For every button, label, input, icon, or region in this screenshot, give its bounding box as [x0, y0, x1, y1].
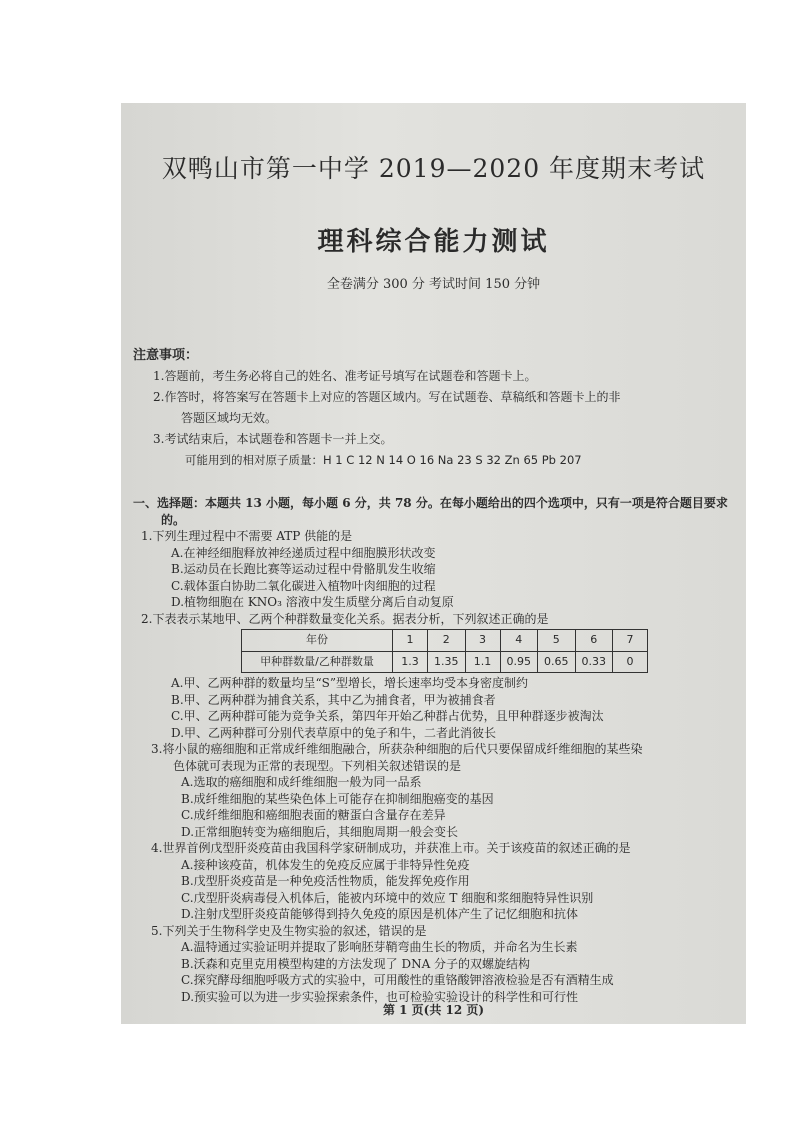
table-cell: 1.3 — [393, 651, 428, 673]
question-option: B.运动员在长跑比赛等运动过程中骨骼肌发生收缩 — [171, 562, 436, 576]
table-cell: 4 — [500, 630, 538, 652]
exam-subtitle: 全卷满分 300 分 考试时间 150 分钟 — [326, 277, 541, 292]
question-option: C.载体蛋白协助二氧化碳进入植物叶肉细胞的过程 — [171, 578, 436, 593]
notice-item: 答题区域均无效。 — [181, 411, 278, 425]
exam-paper — [121, 103, 746, 1024]
question-option: B.戊型肝炎疫苗是一种免疫活性物质，能发挥免疫作用 — [181, 874, 470, 888]
table-cell: 0 — [613, 651, 648, 673]
population-table — [241, 629, 648, 673]
question-option: C.戊型肝炎病毒侵入机体后，能被内环境中的效应 T 细胞和浆细胞特异性识别 — [181, 890, 594, 905]
table-cell: 6 — [575, 630, 613, 652]
notice-item: 1.答题前，考生务必将自己的姓名、准考证号填写在试题卷和答题卡上。 — [153, 369, 537, 383]
question-option: A.接种该疫苗，机体发生的免疫反应属于非特异性免疫 — [181, 857, 470, 872]
table-cell: 1.1 — [465, 651, 500, 673]
question-stem: 4.世界首例戊型肝炎疫苗由我国科学家研制成功，并获准上市。关于该疫苗的叙述正确的是 — [151, 841, 631, 855]
question-option: D.植物细胞在 KNO₃ 溶液中发生质壁分离后自动复原 — [171, 595, 454, 609]
question-option: B.沃森和克里克用模型构建的方法发现了 DNA 分子的双螺旋结构 — [181, 956, 531, 971]
notice-item: 2.作答时，将答案写在答题卡上对应的答题区域内。写在试题卷、草稿纸和答题卡上的非 — [153, 390, 621, 404]
question-option: A.甲、乙两种群的数量均呈“S”型增长，增长速率均受本身密度制约 — [171, 676, 528, 690]
exam-title: 双鸭山市第一中学 2019—2020 年度期末考试 — [161, 154, 706, 183]
question-stem-continued: 色体就可表现为正常的表现型。下列相关叙述错误的是 — [173, 758, 462, 773]
table-cell: 年份 — [242, 630, 393, 652]
atomic-masses: 可能用到的相对原子质量：H 1 C 12 N 14 O 16 Na 23 S 32 Zn 65 Pb 207 — [185, 453, 582, 467]
question-stem: 3.将小鼠的癌细胞和正常成纤维细胞融合，所获杂种细胞的后代只要保留成纤维细胞的某些染 — [151, 742, 643, 756]
question-option: D.正常细胞转变为癌细胞后，其细胞周期一般会变长 — [181, 824, 459, 839]
question-option: C.甲、乙两种群可能为竞争关系，第四年开始乙种群占优势，且甲种群逐步被淘汰 — [171, 709, 604, 723]
table-cell: 1 — [393, 630, 428, 652]
table-cell: 1.35 — [428, 651, 466, 673]
exam-subject-title: 理科综合能力测试 — [317, 227, 550, 257]
notice-heading: 注意事项： — [133, 348, 199, 363]
table-cell: 0.33 — [575, 651, 613, 673]
table-row — [242, 651, 648, 673]
table-row — [242, 630, 648, 652]
table-cell: 5 — [538, 630, 576, 652]
question-option: D.注射戊型肝炎疫苗能够得到持久免疫的原因是机体产生了记忆细胞和抗体 — [181, 907, 579, 921]
table-cell: 7 — [613, 630, 648, 652]
notice-item: 3.考试结束后，本试题卷和答题卡一并上交。 — [153, 432, 393, 446]
question-option: A.选取的癌细胞和成纤维细胞一般为同一品系 — [181, 775, 422, 789]
choice-section — [133, 495, 733, 1005]
question-stem: 1.下列生理过程中不需要 ATP 供能的是 — [141, 529, 353, 543]
question-option: C.成纤维细胞和癌细胞表面的糖蛋白含量存在差异 — [181, 808, 446, 822]
question-option: A.在神经细胞释放神经递质过程中细胞膜形状改变 — [171, 545, 436, 560]
section-heading: 一、选择题：本题共 13 小题，每小题 6 分，共 78 分。在每小题给出的四个选项中，只有一项是符合题目要求的。 — [133, 496, 728, 527]
table-cell: 甲种群数量/乙种群数量 — [242, 651, 393, 673]
question-stem: 2.下表表示某地甲、乙两个种群数量变化关系。据表分析，下列叙述正确的是 — [141, 611, 549, 626]
question-option: A.温特通过实验证明并提取了影响胚芽鞘弯曲生长的物质，并命名为生长素 — [181, 940, 578, 954]
question-option: D.甲、乙两种群可分别代表草原中的兔子和牛，二者此消彼长 — [171, 725, 497, 740]
question-stem: 5.下列关于生物科学史及生物实验的叙述，错误的是 — [151, 923, 427, 938]
notice-block — [133, 345, 733, 471]
table-cell: 0.95 — [500, 651, 538, 673]
question-option: B.甲、乙两种群为捕食关系，其中乙为捕食者，甲为被捕食者 — [171, 692, 496, 707]
question-option: C.探究酵母细胞呼吸方式的实验中，可用酸性的重铬酸钾溶液检验是否有酒精生成 — [181, 973, 614, 987]
page-footer: 第 1 页(共 12 页) — [382, 1003, 485, 1017]
table-cell: 0.65 — [538, 651, 576, 673]
table-cell: 3 — [465, 630, 500, 652]
question-option: B.成纤维细胞的某些染色体上可能存在抑制细胞癌变的基因 — [181, 791, 494, 806]
question-option: D.预实验可以为进一步实验探索条件，也可检验实验设计的科学性和可行性 — [181, 989, 579, 1004]
table-cell: 2 — [428, 630, 466, 652]
